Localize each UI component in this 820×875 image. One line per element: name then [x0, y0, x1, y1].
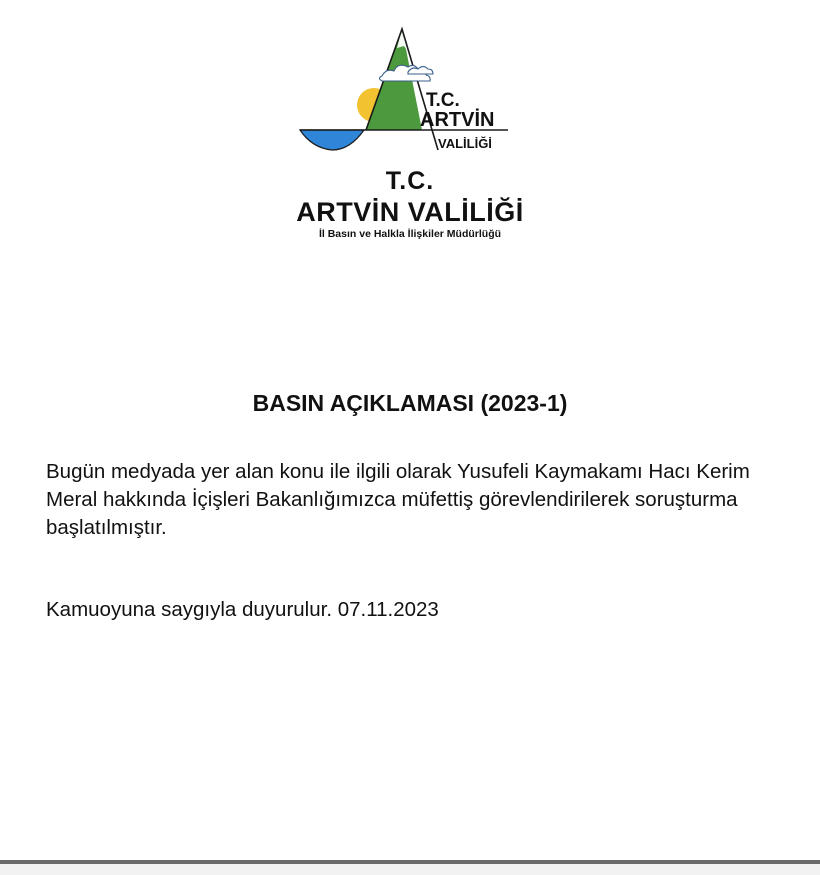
- logo-artvin-text: ARTVİN: [420, 109, 495, 131]
- header-office-name: ARTVİN VALİLİĞİ: [296, 197, 524, 227]
- artvin-governorship-logo: [298, 26, 510, 156]
- document-body: Bugün medyada yer alan konu ile ilgili olarak Yusufeli Kaymakamı Hacı Kerim Meral hakkında İçişleri Bakanlığımızca müfettiş görevlendirilerek soruşturma başlatılmıştır.: [46, 460, 750, 539]
- document-closing: Kamuoyuna saygıyla duyurulur. 07.11.2023: [46, 598, 439, 621]
- water-icon: [300, 130, 364, 150]
- header-tc: T.C.: [385, 167, 435, 195]
- mountain-logo-icon: [298, 26, 510, 156]
- header-department: İl Basın ve Halkla İlişkiler Müdürlüğü: [318, 228, 502, 240]
- document-title: BASIN AÇIKLAMASI (2023-1): [252, 390, 568, 416]
- logo-tc-text: T.C.: [426, 90, 460, 111]
- logo-valiligi-text: VALİLİĞİ: [438, 136, 492, 151]
- letterhead: [0, 166, 820, 241]
- page-bottom-margin: [0, 864, 820, 875]
